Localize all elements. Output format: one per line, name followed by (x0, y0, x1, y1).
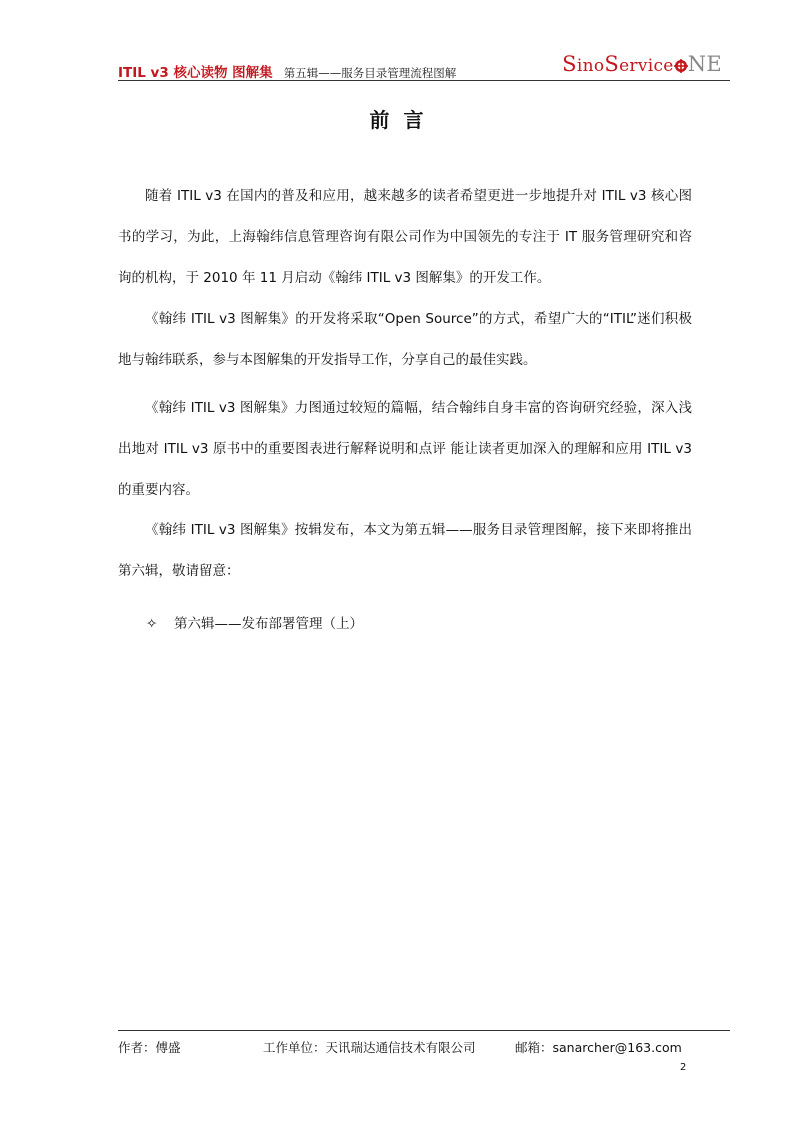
series-subtitle: 第五辑——服务目录管理流程图解 (283, 66, 457, 80)
footer-divider (118, 1030, 730, 1031)
page-header (118, 52, 730, 82)
paragraph-2: 《翰纬 ITIL v3 图解集》的开发将采取“Open Source”的方式，希望广大的“ITIL”迷们积极地与翰纬联系，参与本图解集的开发指导工作，分享自己的最佳实践。 (118, 311, 692, 368)
paragraph-4: 《翰纬 ITIL v3 图解集》按辑发布，本文为第五辑——服务目录管理图解，接下来即将推出第六辑，敬请留意： (118, 522, 692, 579)
page-title: 前言 (369, 108, 438, 132)
paragraph-3: 《翰纬 ITIL v3 图解集》力图通过较短的篇幅，结合翰纬自身丰富的咨询研究经验，深入浅出地对 ITIL v3 原书中的重要图表进行解释说明和点评 能让读者更加深入的理解和应用 ITIL v3 的重要内容。 (118, 400, 692, 498)
sinoservice-one-logo: SinoService NE (562, 52, 722, 76)
header-title-group (118, 61, 456, 81)
footer-unit: 工作单位：天讯瑞达通信技术有限公司 (263, 1040, 476, 1055)
footer-author: 作者：傅盛 (118, 1040, 181, 1055)
series-title: ITIL v3 核心读物 图解集 (118, 65, 273, 81)
footer-email: 邮箱：sanarcher@163.com (515, 1040, 682, 1055)
page-number: 2 (680, 1062, 687, 1073)
list-item-text: 第六辑——发布部署管理（上） (174, 616, 363, 632)
list-item (146, 612, 363, 632)
diamond-bullet-icon: ✧ (146, 616, 158, 632)
logo-gear-icon (674, 59, 688, 73)
header-divider (118, 80, 730, 81)
paragraph-1: 随着 ITIL v3 在国内的普及和应用，越来越多的读者希望更进一步地提升对 ITIL v3 核心图书的学习，为此，上海翰纬信息管理咨询有限公司作为中国领先的专注于 IT 服务管理研究和咨询的机构，于 2010 年 11 月启动《翰纬 ITIL v3 图解集》的开发工作。 (118, 188, 692, 286)
